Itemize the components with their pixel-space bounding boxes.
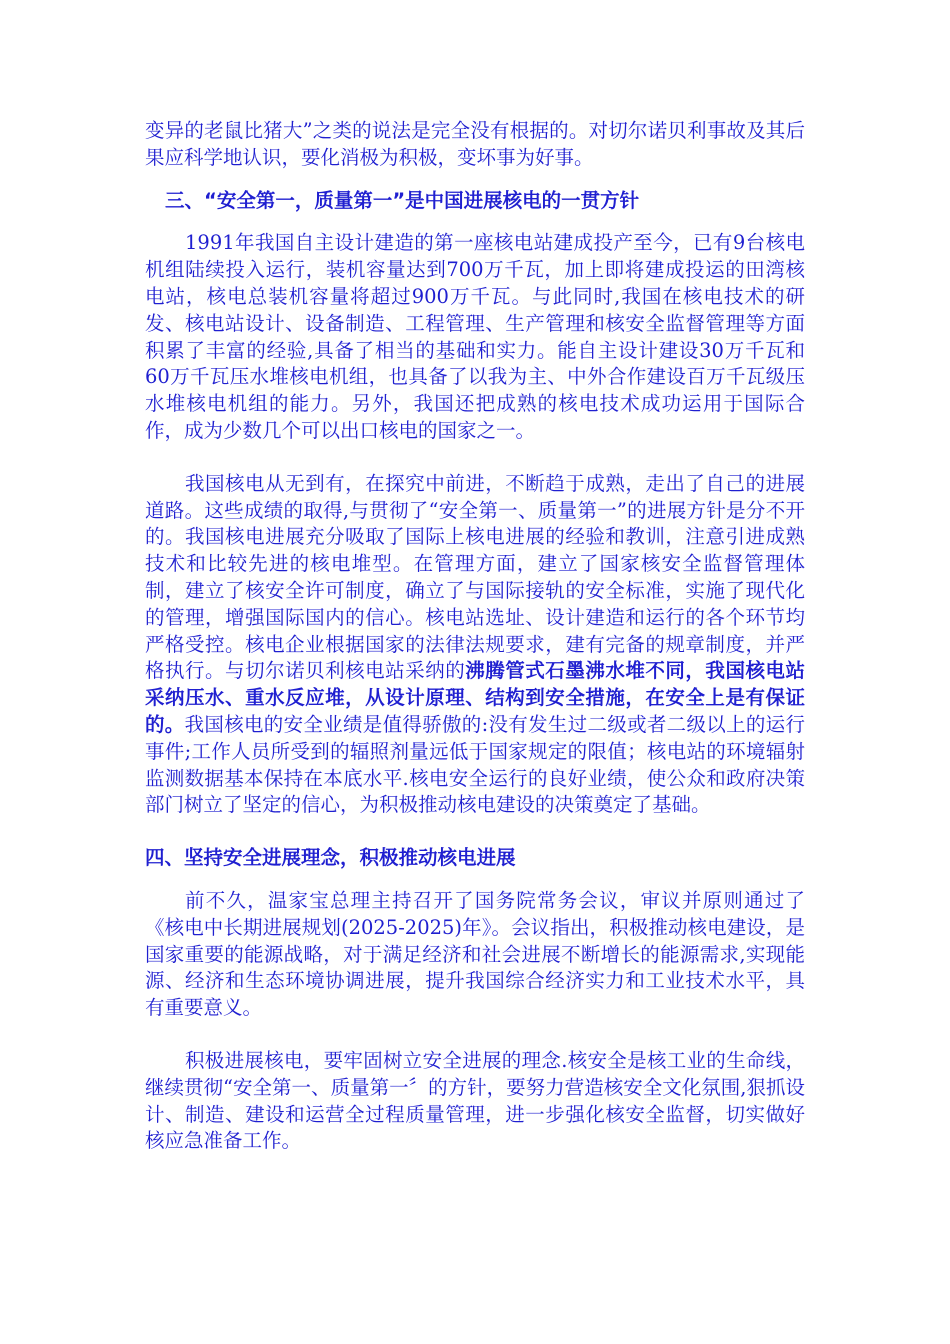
paragraph-2-text-a: 我国核电从无到有，在探究中前进，不断趋于成熟，走出了自己的进展道路。这些成绩的取得,与贯彻了“安全第一、质量第一”的进展方针是分不开的。我国核电进展充分吸取了国际上核电进展的经验和教训，注意引进成熟技术和比较先进的核电堆型。在管理方面，建立了国家核安全监督管理体制，建立了核安全许可制度，确立了与国际接轨的安全标准，实施了现代化的管理，增强国际国内的信心。核电站选址、设计建造和运行的各个环节均严格受控。核电企业根据国家的法律法规要求，建有完备的规章制度，并严格执行。与切尔诺贝利核电站采纳的 [145, 471, 805, 683]
section-three-heading: 三、“安全第一，质量第一”是中国进展核电的一贯方针 [165, 188, 640, 212]
paragraph-2 [145, 471, 805, 819]
paragraph-3: 前不久，温家宝总理主持召开了国务院常务会议，审议并原则通过了《核电中长期进展规划(2025-2025)年》。会议指出，积极推动核电建设，是国家重要的能源战略，对于满足经济和社会进展不断增长的能源需求,实现能源、经济和生态环境协调进展，提升我国综合经济实力和工业技术水平，具有重要意义。 [145, 888, 805, 1020]
paragraph-2-bold-text: 沸腾管式石墨沸水堆不同，我国核电站采纳压水、重水反应堆，从设计原理、结构到安全措施，在安全上是有保证的。 [145, 659, 805, 736]
section-four-heading: 四、坚持安全进展理念，积极推动核电进展 [145, 846, 516, 870]
paragraph-2-text-b: 我国核电的安全业绩是值得骄傲的:没有发生过二级或者二级以上的运行事件;工作人员所受到的辐照剂量远低于国家规定的限值；核电站的环境辐射监测数据基本保持在本底水平.核电安全运行的良好业绩，使公众和政府决策部门树立了坚定的信心，为积极推动核电建设的决策奠定了基础。 [145, 712, 805, 817]
paragraph-1: 1991年我国自主设计建造的第一座核电站建成投产至今，已有9台核电机组陆续投入运行，装机容量达到700万千瓦，加上即将建成投运的田湾核电站，核电总装机容量将超过900万千瓦。与此同时,我国在核电技术的研发、核电站设计、设备制造、工程管理、生产管理和核安全监督管理等方面积累了丰富的经验,具备了相当的基础和实力。能自主设计建设30万千瓦和60万千瓦压水堆核电机组，也具备了以我为主、中外合作建设百万千瓦级压水堆核电机组的能力。另外，我国还把成熟的核电技术成功运用于国际合作，成为少数几个可以出口核电的国家之一。 [145, 231, 805, 442]
intro-paragraph: 变异的老鼠比猪大”之类的说法是完全没有根据的。对切尔诺贝利事故及其后果应科学地认识，要化消极为积极，变坏事为好事。 [145, 119, 805, 169]
paragraph-4: 积极进展核电，要牢固树立安全进展的理念.核安全是核工业的生命线，继续贯彻“安全第一、质量第一〞的方针，要努力营造核安全文化氛围,狠抓设计、制造、建设和运营全过程质量管理，进一步强化核安全监督，切实做好核应急准备工作。 [145, 1048, 805, 1153]
document-page [145, 118, 805, 1155]
